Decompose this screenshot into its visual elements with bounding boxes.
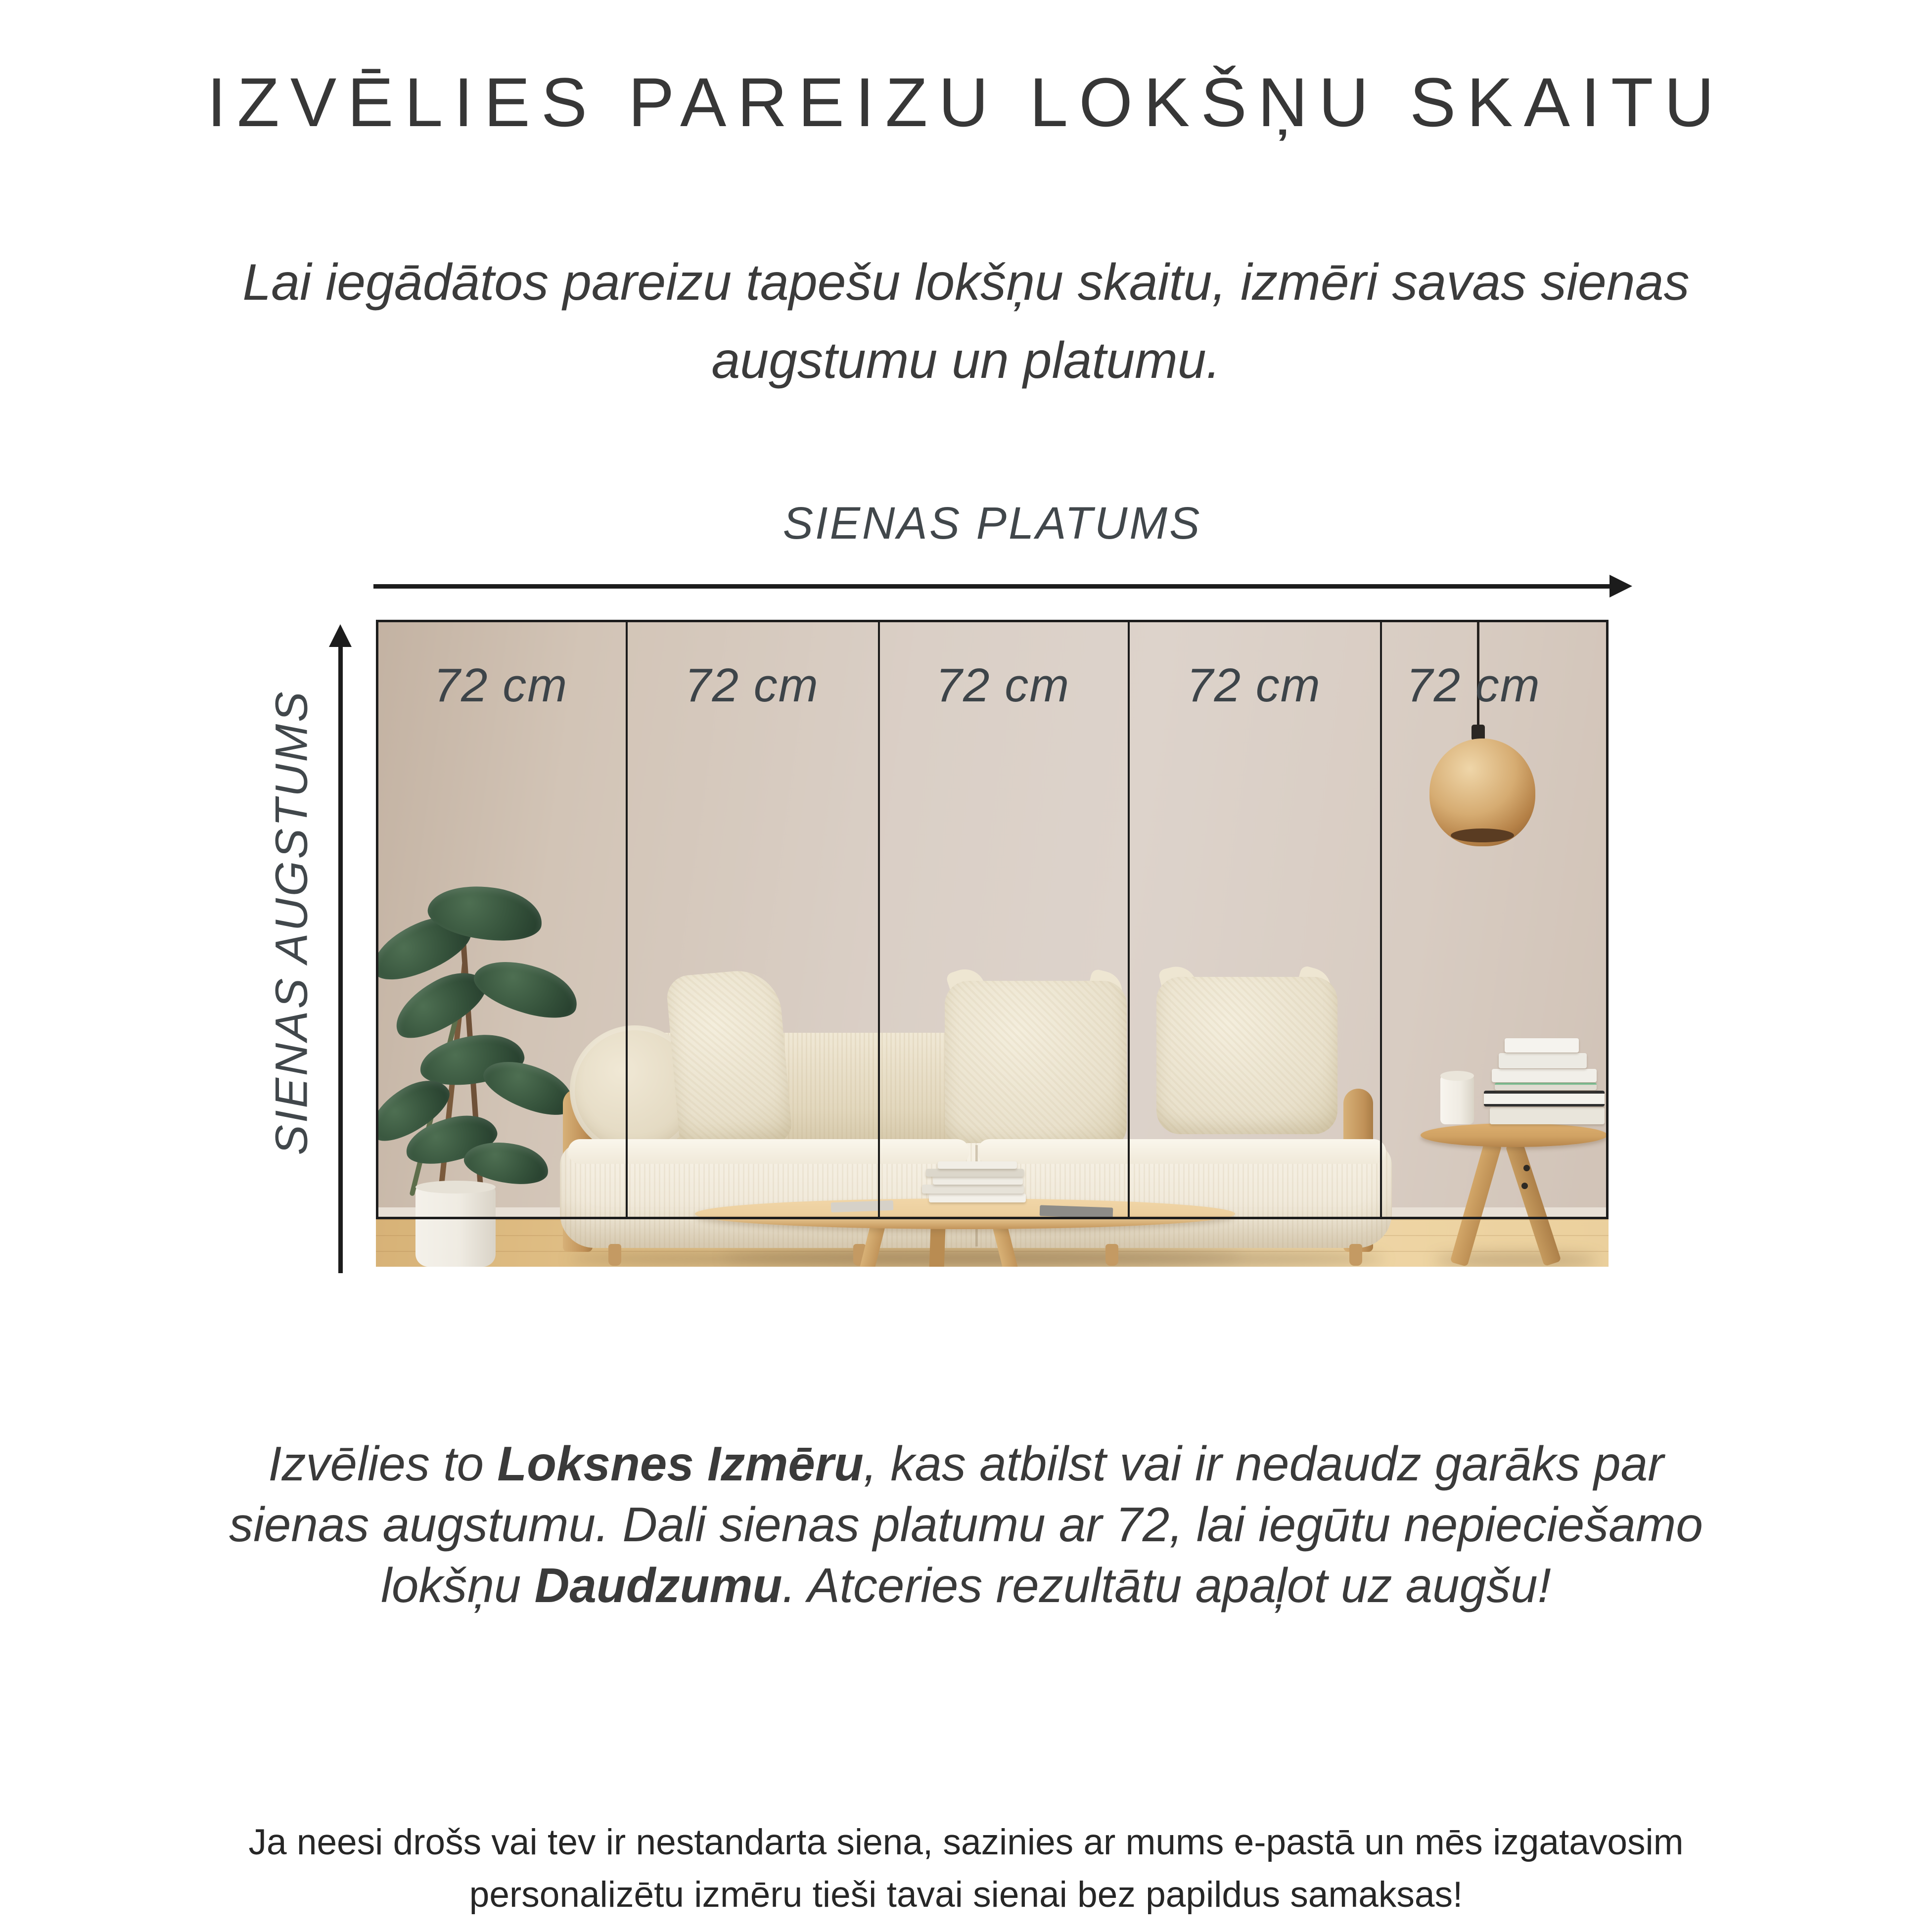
width-arrow-shaft — [373, 584, 1612, 589]
room-photo — [376, 620, 1609, 1267]
footer-note — [0, 1816, 1932, 1921]
height-arrow-head — [329, 624, 352, 647]
sofa-leg — [608, 1244, 621, 1266]
sheet-width-label: 72 cm — [935, 659, 1070, 712]
footer-line-2: personalizētu izmēru tieši tavai sienai bez papildus samaksas! — [469, 1875, 1463, 1915]
instruction-line-3: lokšņu Daudzumu. Atceries rezultātu apaļot uz augšu! — [381, 1558, 1551, 1612]
footer-line-1: Ja neesi drošs vai tev ir nestandarta siena, sazinies ar mums e-pastā un mēs izgatavosim — [248, 1822, 1684, 1862]
height-arrow-shaft — [338, 643, 343, 1273]
instruction-paragraph — [0, 1433, 1932, 1616]
sheet-width-label: 72 cm — [1187, 659, 1321, 712]
instruction-line-2: sienas augstumu. Dali sienas platumu ar 72, lai iegūtu nepieciešamo — [229, 1497, 1703, 1552]
instruction-line-1: Izvēlies to Loksnes Izmēru, kas atbilst vai ir nedaudz garāks par — [268, 1436, 1664, 1491]
subtitle-line-2: augstumu un platumu. — [711, 332, 1221, 389]
width-arrow-icon — [373, 575, 1632, 598]
sheet-width-label: 72 cm — [1406, 659, 1541, 712]
sheet-width-label: 72 cm — [685, 659, 819, 712]
height-arrow-icon — [329, 624, 352, 1273]
sheet-width-label: 72 cm — [433, 659, 568, 712]
subtitle-line-1: Lai iegādātos pareizu tapešu lokšņu skaitu, izmēri savas sienas — [242, 254, 1690, 311]
table-shadow — [722, 1249, 1242, 1266]
subtitle — [0, 243, 1932, 400]
page-title: IZVĒLIES PAREIZU LOKŠŅU SKAITU — [207, 63, 1725, 141]
sofa-leg — [1105, 1244, 1118, 1266]
width-arrow-head — [1610, 575, 1632, 598]
wall-height-label: SIENAS AUGSTUMS — [266, 690, 317, 1155]
sofa-leg — [1349, 1244, 1362, 1266]
wall-width-label: SIENAS PLATUMS — [782, 498, 1202, 549]
